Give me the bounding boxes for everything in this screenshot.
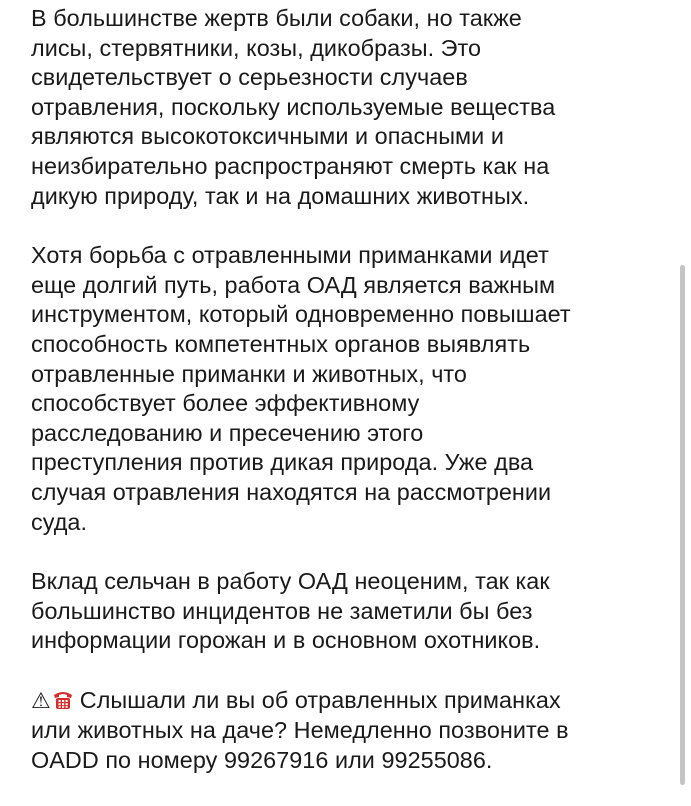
text-line: большинство инцидентов не заметили бы без: [31, 597, 533, 624]
paragraph-call-to-action: [31, 686, 671, 776]
text-line: [31, 686, 671, 717]
text-line: неизбирательно распространяют смерть как на: [31, 152, 550, 179]
text-line: OADD по номеру 99267916 или 99255086.: [31, 747, 493, 774]
text-line: дикую природу, так и на домашних животных.: [31, 182, 530, 209]
telephone-icon: [52, 690, 74, 710]
text-line: преступления против дикая природа. Уже два: [31, 449, 534, 476]
warning-icon: ⚠: [31, 688, 51, 714]
paragraph-oad-work: [31, 241, 671, 537]
paragraph-victims: [31, 4, 671, 211]
text-line: суда.: [31, 508, 88, 535]
text-line: Хотя борьба с отравленными приманками идет: [31, 242, 549, 269]
text-line: свидетельствует о серьезности случаев: [31, 64, 468, 91]
text-line: Вклад сельчан в работу ОАД неоценим, так как: [31, 568, 550, 595]
text-line: отравления, поскольку используемые вещества: [31, 93, 556, 120]
text-line: способствует более эффективному: [31, 390, 420, 417]
text-line: или животных на даче? Немедленно позвоните в: [31, 717, 569, 744]
call-to-action-first-line: Слышали ли вы об отравленных приманках: [79, 686, 561, 713]
text-line: являются высокотоксичными и опасными и: [31, 123, 504, 150]
paragraph-villagers: [31, 567, 671, 656]
text-line: информации горожан и в основном охотников.: [31, 627, 541, 654]
text-line: В большинстве жертв были собаки, но также: [31, 5, 522, 31]
text-line: способность компетентных органов выявлять: [31, 330, 531, 357]
text-line: инструментом, который одновременно повышает: [31, 301, 571, 328]
scrollbar[interactable]: [680, 265, 685, 785]
text-line: расследованию и пресечению этого: [31, 419, 424, 446]
text-line: лисы, стервятники, козы, дикобразы. Это: [31, 34, 482, 61]
text-line: еще долгий путь, работа ОАД является важным: [31, 271, 556, 298]
text-line: случая отравления находятся на рассмотрении: [31, 478, 552, 505]
message-text: [31, 4, 671, 806]
text-line: отравленные приманки и животных, что: [31, 360, 467, 387]
